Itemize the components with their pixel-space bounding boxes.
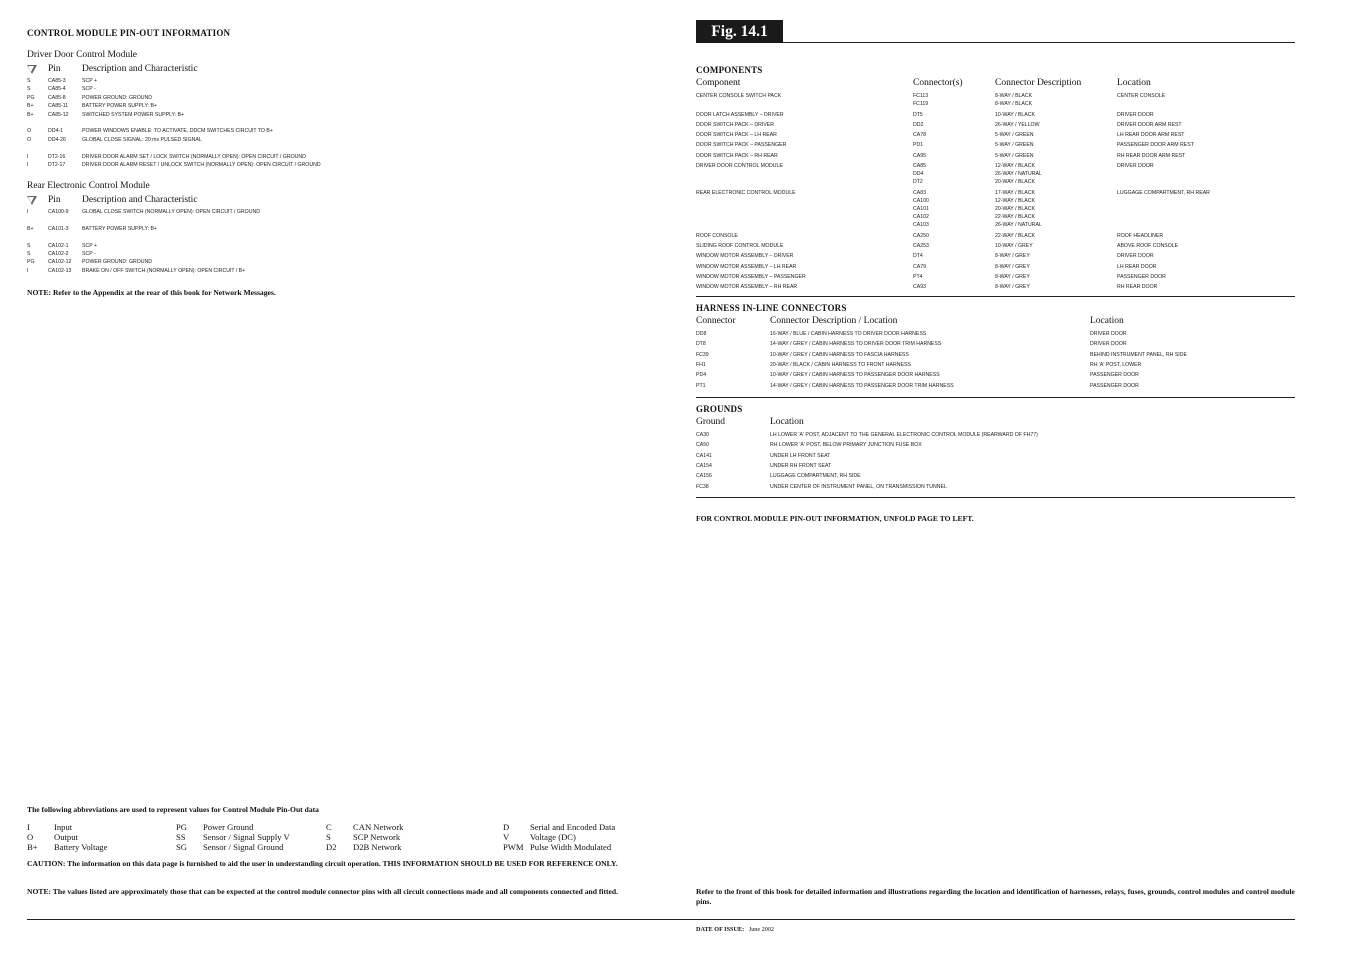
component-connectors: [913, 92, 928, 108]
component-name: WINDOW MOTOR ASSEMBLY – LH REAR: [696, 263, 797, 270]
component-connectors: [913, 252, 923, 260]
connector-id: CA85: [913, 163, 926, 169]
component-connectors: [913, 189, 929, 230]
harness-desc-header: Connector Description / Location: [770, 316, 898, 326]
connector-description: 8-WAY / BLACK: [995, 101, 1033, 108]
ground-row: [696, 462, 1296, 471]
component-connectors: [913, 273, 923, 281]
abbreviation-meaning: Sensor / Signal Ground: [203, 842, 284, 852]
component-location: LH REAR DOOR: [1117, 263, 1157, 270]
pin-description: DRIVER DOOR ALARM SET / LOCK SWITCH (NORMALLY OPEN): OPEN CIRCUIT / GROUND: [82, 153, 306, 160]
abbreviation-code: I: [27, 822, 30, 832]
component-location: LH REAR DOOR ARM REST: [1117, 132, 1185, 139]
connector-id: CA79: [913, 263, 926, 270]
harness-description: 14-WAY / GREY / CABIN HARNESS TO PASSENGER DOOR TRIM HARNESS: [770, 382, 954, 389]
ground-id: CA141: [696, 452, 712, 459]
ground-id: CA30: [696, 432, 709, 438]
component-descriptions: [995, 121, 1040, 129]
ground-location: LH LOWER 'A' POST, ADJACENT TO THE GENERAL ELECTRONIC CONTROL MODULE (REARWARD OF FH77): [770, 432, 1038, 438]
ground-row: [696, 431, 1296, 440]
component-descriptions: [995, 242, 1033, 250]
harness-row: [696, 330, 1296, 339]
pin-row: [27, 136, 667, 144]
grounds-table: [696, 431, 1296, 493]
connector-description: 10-WAY / BLACK: [995, 111, 1035, 118]
component-descriptions: [995, 252, 1030, 260]
harness-location: RH 'A' POST, LOWER: [1090, 361, 1142, 368]
component-row: [696, 273, 1296, 281]
component-row: [696, 283, 1296, 291]
pin-id: CA102-2: [48, 251, 69, 257]
abbreviation-code: S: [326, 832, 331, 842]
pin-description: BRAKE ON / OFF SWITCH (NORMALLY OPEN): OPEN CIRCUIT / B+: [82, 267, 246, 274]
pin-row: [27, 161, 667, 169]
pin-row: [27, 208, 667, 216]
component-row: [696, 152, 1296, 160]
figure-label: Fig. 14.1: [696, 20, 783, 43]
harness-row: [696, 340, 1296, 349]
abbreviation-code: C: [326, 822, 332, 832]
pin-type: I: [27, 153, 29, 160]
component-connectors: [913, 121, 923, 129]
connector-description: 22-WAY / BLACK: [995, 214, 1035, 221]
component-location: LUGGAGE COMPARTMENT, RH REAR: [1117, 189, 1210, 196]
connector-description: 26-WAY / YELLOW: [995, 121, 1040, 128]
harness-table: [696, 330, 1296, 392]
components-desc-header: Connector Description: [995, 78, 1082, 88]
harness-description: 16-WAY / BLUE / CABIN HARNESS TO DRIVER DOOR HARNESS: [770, 331, 927, 337]
pin-id: CA85-11: [48, 103, 69, 110]
abbreviations-intro: The following abbreviations are used to represent values for Control Module Pin-Out data: [27, 805, 319, 814]
component-name: SLIDING ROOF CONTROL MODULE: [696, 243, 784, 250]
component-descriptions: [995, 283, 1030, 291]
pin-id: CA101-3: [48, 225, 69, 232]
connector-description: 26-WAY / NATURAL: [995, 171, 1042, 178]
component-connectors: [913, 283, 926, 291]
connector-description: 8-WAY / BLACK: [995, 93, 1033, 99]
pin-description: SCP +: [82, 242, 98, 249]
components-component-header: Component: [696, 78, 741, 88]
page-title: CONTROL MODULE PIN-OUT INFORMATION: [27, 28, 231, 38]
pin-id: CA102-1: [48, 242, 69, 249]
appendix-note: NOTE: Refer to the Appendix at the rear of this book for Network Messages.: [27, 288, 276, 297]
pin-type: PG: [27, 259, 35, 266]
harness-description: 10-WAY / GREY / CABIN HARNESS TO FASCIA HARNESS: [770, 351, 909, 358]
components-location-header: Location: [1117, 78, 1151, 88]
component-row: [696, 111, 1296, 119]
pin-type-triangle-icon: [27, 196, 37, 205]
pin-id: DD4-1: [48, 128, 63, 135]
pin-type: B+: [27, 111, 34, 118]
pin-id: DT2-17: [48, 162, 66, 168]
component-location: DRIVER DOOR: [1117, 253, 1154, 260]
unfold-note: FOR CONTROL MODULE PIN-OUT INFORMATION, UNFOLD PAGE TO LEFT.: [696, 514, 974, 523]
abbreviation-code: V: [503, 832, 510, 842]
abbreviation-meaning: Battery Voltage: [54, 842, 108, 852]
pin-description: DRIVER DOOR ALARM RESET / UNLOCK SWITCH (NORMALLY OPEN): OPEN CIRCUIT / GROUND: [82, 162, 321, 168]
pin-description: GLOBAL CLOSE SWITCH (NORMALLY OPEN): OPEN CIRCUIT / GROUND: [82, 209, 260, 215]
pin-row: [27, 153, 667, 161]
abbreviation-code: SS: [176, 832, 186, 842]
grounds-title: GROUNDS: [696, 404, 743, 414]
harness-location-header: Location: [1090, 316, 1124, 326]
component-descriptions: [995, 131, 1034, 139]
abbreviation-meaning: Pulse Width Modulated: [530, 842, 612, 852]
pin-description: POWER GROUND: GROUND: [82, 259, 153, 266]
component-name: WINDOW MOTOR ASSEMBLY – PASSENGER: [696, 274, 806, 280]
component-row: [696, 189, 1296, 230]
component-row: [696, 121, 1296, 129]
connector-id: CA253: [913, 243, 929, 250]
harness-title: HARNESS IN-LINE CONNECTORS: [696, 303, 847, 313]
component-connectors: [913, 141, 923, 149]
component-descriptions: [995, 92, 1032, 108]
harness-row: [696, 371, 1296, 380]
pin-type: B+: [27, 225, 34, 232]
ground-id: CA156: [696, 473, 712, 480]
connector-id: DT5: [913, 111, 923, 118]
component-descriptions: [995, 232, 1035, 240]
pin-description: SCP -: [82, 86, 96, 93]
pin-type: S: [27, 86, 31, 93]
component-name: DOOR SWITCH PACK – DRIVER: [696, 121, 775, 128]
component-connectors: [913, 162, 926, 187]
date-label: DATE OF ISSUE:: [696, 926, 745, 933]
date-of-issue: [696, 926, 774, 933]
component-connectors: [913, 152, 926, 160]
harness-location: DRIVER DOOR: [1090, 331, 1127, 337]
harness-rule: [696, 397, 1295, 398]
component-connectors: [913, 232, 929, 240]
connector-id: CA78: [913, 132, 926, 139]
component-connectors: [913, 242, 929, 250]
pin-type: B+: [27, 103, 34, 110]
connector-id: CA83: [913, 189, 926, 196]
connector-description: 10-WAY / GREY: [995, 243, 1033, 250]
component-name: ROOF CONSOLE: [696, 232, 738, 239]
harness-location: PASSENGER DOOR: [1090, 382, 1139, 389]
recm-desc-header: Description and Characteristic: [82, 195, 198, 205]
abbreviation-meaning: Output: [54, 832, 78, 842]
component-connectors: [913, 111, 923, 119]
ground-row: [696, 441, 1296, 450]
component-descriptions: [995, 162, 1042, 187]
pin-row: [27, 250, 667, 258]
pin-id: DT2-16: [48, 153, 66, 160]
connector-id: DT4: [913, 253, 923, 260]
harness-description: 14-WAY / GREY / CABIN HARNESS TO DRIVER DOOR TRIM HARNESS: [770, 341, 942, 348]
pin-row: [27, 127, 667, 135]
pin-id: CA100-9: [48, 209, 69, 215]
component-row: [696, 232, 1296, 240]
recm-section-title: Rear Electronic Control Module: [27, 181, 150, 191]
recm-pin-table: [27, 208, 667, 278]
pin-type: S: [27, 78, 31, 84]
connector-description: 5-WAY / GREEN: [995, 132, 1034, 139]
abbreviation-meaning: Voltage (DC): [530, 832, 576, 842]
pin-id: CA85-8: [48, 94, 66, 101]
pin-type-triangle-icon: [27, 65, 37, 74]
abbreviation-code: SG: [176, 842, 187, 852]
component-location: DRIVER DOOR: [1117, 111, 1154, 118]
harness-location: DRIVER DOOR: [1090, 341, 1127, 348]
component-descriptions: [995, 152, 1034, 160]
ddcm-desc-header: Description and Characteristic: [82, 64, 198, 74]
component-descriptions: [995, 273, 1030, 281]
pin-description: SCP +: [82, 78, 98, 84]
grounds-location-header: Location: [770, 417, 804, 427]
component-name: DOOR SWITCH PACK – PASSENGER: [696, 142, 787, 149]
harness-location: BEHIND INSTRUMENT PANEL, RH SIDE: [1090, 351, 1187, 358]
component-location: PASSENGER DOOR ARM REST: [1117, 142, 1194, 149]
connector-description: 8-WAY / GREY: [995, 253, 1030, 260]
component-location: CENTER CONSOLE: [1117, 93, 1166, 99]
connector-id: CA102: [913, 214, 929, 221]
harness-connector: DD8: [696, 331, 707, 337]
pin-type: O: [27, 128, 32, 135]
pin-row: [27, 242, 667, 250]
component-row: [696, 162, 1296, 187]
component-name: WINDOW MOTOR ASSEMBLY – DRIVER: [696, 253, 794, 260]
ddcm-pin-table: [27, 77, 667, 177]
connector-description: 12-WAY / BLACK: [995, 197, 1035, 204]
components-connector-header: Connector(s): [913, 78, 963, 88]
pin-row: [27, 267, 667, 275]
harness-description: 10-WAY / GREY / CABIN HARNESS TO PASSENGER DOOR HARNESS: [770, 372, 940, 379]
component-name: CENTER CONSOLE SWITCH PACK: [696, 93, 782, 99]
pin-description: GLOBAL CLOSE SIGNAL: 20 ms PULSED SIGNAL: [82, 136, 202, 143]
connector-id: FC119: [913, 101, 929, 108]
abbreviation-meaning: Sensor / Signal Supply V: [203, 832, 290, 842]
pin-row: [27, 102, 667, 110]
component-row: [696, 141, 1296, 149]
harness-connector: FC39: [696, 351, 709, 358]
harness-connector: DT8: [696, 341, 706, 348]
abbreviation-code: D: [503, 822, 510, 832]
connector-id: CA103: [913, 222, 929, 229]
connector-id: PT4: [913, 274, 923, 280]
connector-description: 8-WAY / GREY: [995, 284, 1030, 291]
pin-type: S: [27, 251, 31, 257]
component-row: [696, 131, 1296, 139]
component-location: PASSENGER DOOR: [1117, 274, 1166, 280]
grounds-ground-header: Ground: [696, 417, 726, 427]
pin-id: CA102-12: [48, 259, 72, 266]
component-descriptions: [995, 111, 1035, 119]
values-note: NOTE: The values listed are approximately those that can be expected at the control module connector pins with all circuit connections made and all components connected and fitted.: [27, 887, 619, 896]
pin-description: BATTERY POWER SUPPLY: B+: [82, 225, 158, 232]
pin-row: [27, 85, 667, 93]
pin-id: CA85-4: [48, 86, 66, 93]
pin-row: [27, 258, 667, 266]
harness-connector: PT1: [696, 382, 706, 389]
abbreviation-code: D2: [326, 842, 337, 852]
component-location: RH REAR DOOR ARM REST: [1117, 152, 1186, 159]
abbreviation-meaning: Serial and Encoded Data: [530, 822, 616, 832]
connector-description: 22-WAY / BLACK: [995, 232, 1035, 239]
connector-id: CA101: [913, 206, 929, 213]
abbreviation-code: O: [27, 832, 34, 842]
connector-id: CA93: [913, 284, 926, 291]
harness-description: 20-WAY / BLACK / CABIN HARNESS TO FRONT HARNESS: [770, 361, 911, 368]
component-name: DRIVER DOOR CONTROL MODULE: [696, 163, 783, 169]
abbreviation-meaning: Power Ground: [203, 822, 254, 832]
pin-description: SWITCHED SYSTEM POWER SUPPLY: B+: [82, 111, 185, 118]
connector-id: DT2: [913, 179, 923, 186]
component-name: WINDOW MOTOR ASSEMBLY – RH REAR: [696, 284, 798, 291]
components-rule: [696, 296, 1295, 297]
harness-row: [696, 361, 1296, 370]
abbreviations-table: [27, 822, 667, 854]
caution-note: CAUTION: The information on this data page is furnished to aid the user in understanding circuit operation. THIS INFORMATION SHOULD BE USED FOR REFERENCE ONLY.: [27, 859, 618, 868]
component-location: ABOVE ROOF CONSOLE: [1117, 243, 1179, 250]
connector-description: 8-WAY / GREY: [995, 263, 1030, 270]
harness-row: [696, 351, 1296, 360]
component-connectors: [913, 131, 926, 139]
ground-id: CA154: [696, 462, 712, 469]
component-row: [696, 252, 1296, 260]
abbreviation-meaning: CAN Network: [353, 822, 404, 832]
pin-id: CA102-13: [48, 267, 72, 274]
ddcm-pin-header: Pin: [48, 64, 61, 74]
pin-row: [27, 111, 667, 119]
component-row: [696, 92, 1296, 108]
components-table: [696, 92, 1296, 290]
footer-rule: [27, 919, 1295, 920]
connector-id: CA95: [913, 152, 926, 159]
component-row: [696, 263, 1296, 271]
refer-note: Refer to the front of this book for detailed information and illustrations regarding the location and identification of harnesses, relays, fuses, grounds, control modules and control module pins.: [696, 887, 1295, 906]
ground-location: UNDER RH FRONT SEAT: [770, 462, 832, 469]
component-name: REAR ELECTRONIC CONTROL MODULE: [696, 189, 796, 196]
connector-description: 8-WAY / GREY: [995, 274, 1030, 280]
ground-location: UNDER LH FRONT SEAT: [770, 452, 831, 459]
component-location: ROOF HEADLINER: [1117, 232, 1164, 239]
grounds-rule: [696, 497, 1295, 498]
pin-type: I: [27, 267, 29, 274]
connector-id: DD4: [913, 171, 924, 178]
abbreviation-code: PWM: [503, 842, 524, 852]
date-value: June 2002: [748, 926, 775, 933]
pin-type: I: [27, 162, 29, 168]
harness-connector: FH1: [696, 361, 706, 368]
connector-id: FC113: [913, 93, 929, 99]
connector-id: CA100: [913, 197, 929, 204]
connector-description: 12-WAY / BLACK: [995, 163, 1035, 169]
ground-id: FC38: [696, 483, 709, 490]
connector-description: 26-WAY / NATURAL: [995, 222, 1042, 229]
ground-location: LUGGAGE COMPARTMENT, RH SIDE: [770, 473, 861, 480]
connector-description: 20-WAY / BLACK: [995, 206, 1035, 213]
pin-type: I: [27, 209, 29, 215]
harness-location: PASSENGER DOOR: [1090, 372, 1139, 379]
pin-row: [27, 225, 667, 233]
connector-id: PD1: [913, 142, 924, 149]
pin-description: BATTERY POWER SUPPLY: B+: [82, 103, 158, 110]
component-name: DOOR LATCH ASSEMBLY – DRIVER: [696, 111, 784, 118]
components-title: COMPONENTS: [696, 65, 763, 75]
pin-type: S: [27, 242, 31, 249]
abbreviation-code: PG: [176, 822, 187, 832]
component-descriptions: [995, 263, 1030, 271]
connector-description: 20-WAY / BLACK: [995, 179, 1035, 186]
connector-description: 17-WAY / BLACK: [995, 189, 1035, 196]
recm-pin-header: Pin: [48, 195, 61, 205]
component-location: DRIVER DOOR: [1117, 163, 1154, 169]
component-descriptions: [995, 189, 1042, 230]
pin-id: CA85-3: [48, 78, 66, 84]
abbreviation-meaning: D2B Network: [353, 842, 402, 852]
component-row: [696, 242, 1296, 250]
pin-row: [27, 94, 667, 102]
abbreviation-code: B+: [27, 842, 38, 852]
abbreviation-meaning: Input: [54, 822, 73, 832]
ground-location: RH LOWER 'A' POST, BELOW PRIMARY JUNCTION FUSE BOX: [770, 442, 922, 449]
connector-id: DD2: [913, 121, 924, 128]
header-rule: [783, 42, 1295, 43]
component-connectors: [913, 263, 926, 271]
connector-description: 5-WAY / GREEN: [995, 152, 1034, 159]
pin-type: O: [27, 136, 32, 143]
connector-id: CA250: [913, 232, 929, 239]
component-location: RH REAR DOOR: [1117, 284, 1158, 291]
pin-description: SCP -: [82, 251, 96, 257]
ddcm-section-title: Driver Door Control Module: [27, 50, 138, 60]
harness-connector-header: Connector: [696, 316, 736, 326]
ground-row: [696, 472, 1296, 481]
component-name: DOOR SWITCH PACK – RH REAR: [696, 152, 778, 159]
harness-row: [696, 382, 1296, 391]
pin-id: CA85-12: [48, 111, 69, 118]
component-descriptions: [995, 141, 1034, 149]
harness-connector: PD4: [696, 372, 707, 379]
ground-location: UNDER CENTER OF INSTRUMENT PANEL, ON TRANSMISSION TUNNEL: [770, 483, 947, 490]
pin-description: POWER GROUND: GROUND: [82, 94, 153, 101]
component-location: DRIVER DOOR ARM REST: [1117, 121, 1182, 128]
abbreviation-meaning: SCP Network: [353, 832, 401, 842]
component-name: DOOR SWITCH PACK – LH REAR: [696, 132, 777, 139]
ground-id: CA50: [696, 442, 709, 449]
ground-row: [696, 483, 1296, 492]
connector-description: 5-WAY / GREEN: [995, 142, 1034, 149]
pin-id: DD4-26: [48, 136, 66, 143]
pin-type: PG: [27, 94, 35, 101]
pin-description: POWER WINDOWS ENABLE: TO ACTIVATE, DDCM SWITCHES CIRCUIT TO B+: [82, 128, 273, 135]
ground-row: [696, 452, 1296, 461]
pin-row: [27, 77, 667, 85]
